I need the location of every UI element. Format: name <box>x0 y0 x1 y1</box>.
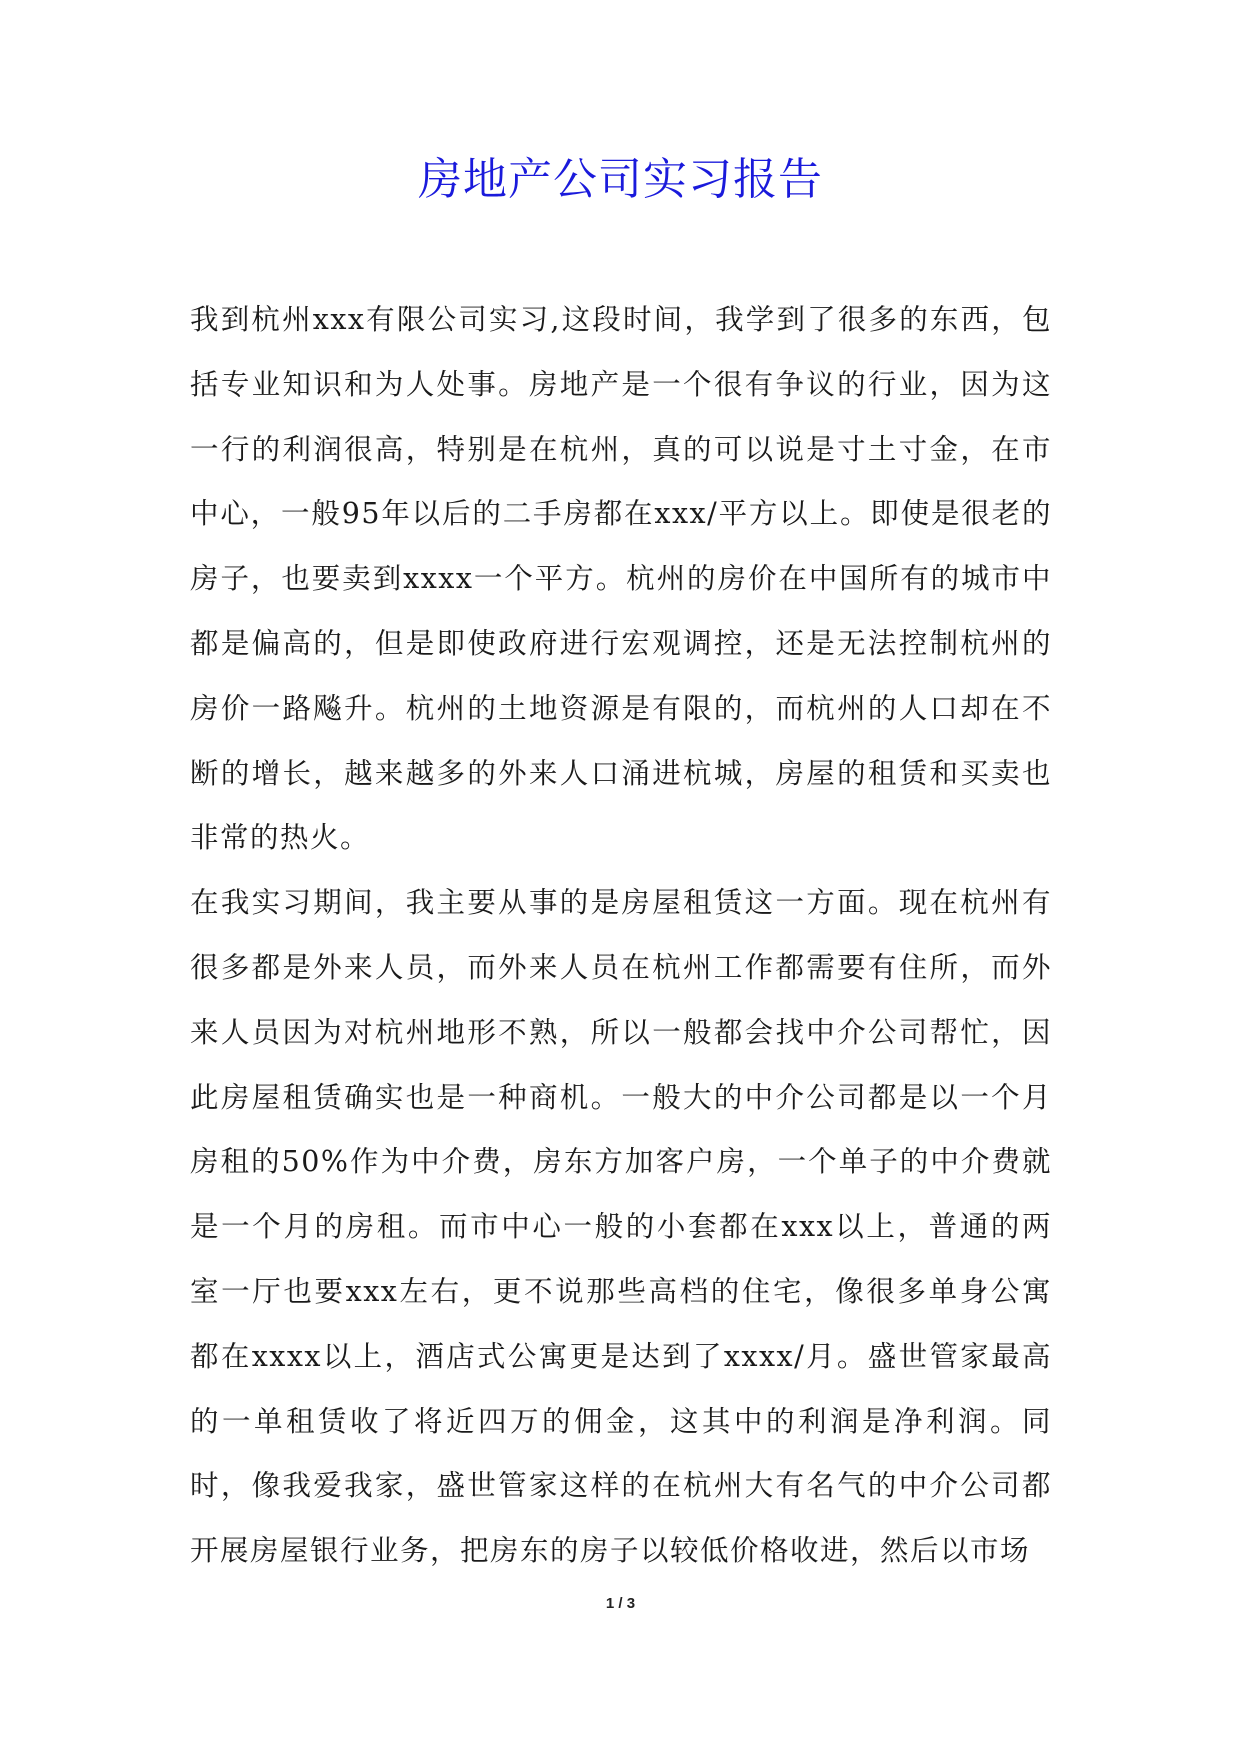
page-number: 1 / 3 <box>605 1595 636 1612</box>
paragraph-1: 我到杭州xxx有限公司实习,这段时间，我学到了很多的东西，包括专业知识和为人处事。房地产是一个很有争议的行业，因为这一行的利润很高，特别是在杭州，真的可以说是寸土寸金，在市中心，一般95年以后的二手房都在xxx/平方以上。即使是很老的房子，也要卖到xxxx一个平方。杭州的房价在中国所有的城市中都是偏高的，但是即使政府进行宏观调控，还是无法控制杭州的房价一路飚升。杭州的土地资源是有限的，而杭州的人口却在不断的增长，越来越多的外来人口涌进杭城，房屋的租赁和买卖也非常的热火。 <box>190 303 1052 855</box>
document-title: 房地产公司实习报告 <box>418 154 823 205</box>
document-body <box>190 288 1052 1584</box>
paragraph-2: 在我实习期间，我主要从事的是房屋租赁这一方面。现在杭州有很多都是外来人员，而外来人员在杭州工作都需要有住所，而外来人员因为对杭州地形不熟，所以一般都会找中介公司帮忙，因此房屋租赁确实也是一种商机。一般大的中介公司都是以一个月房租的50%作为中介费，房东方加客户房，一个单子的中介费就是一个月的房租。而市中心一般的小套都在xxx以上，普通的两室一厅也要xxx左右，更不说那些高档的住宅，像很多单身公寓都在xxxx以上，酒店式公寓更是达到了xxxx/月。盛世管家最高的一单租赁收了将近四万的佣金，这其中的利润是净利润。同时，像我爱我家，盛世管家这样的在杭州大有名气的中介公司都开展房屋银行业务，把房东的房子以较低价格收进，然后以市场 <box>190 886 1052 1568</box>
